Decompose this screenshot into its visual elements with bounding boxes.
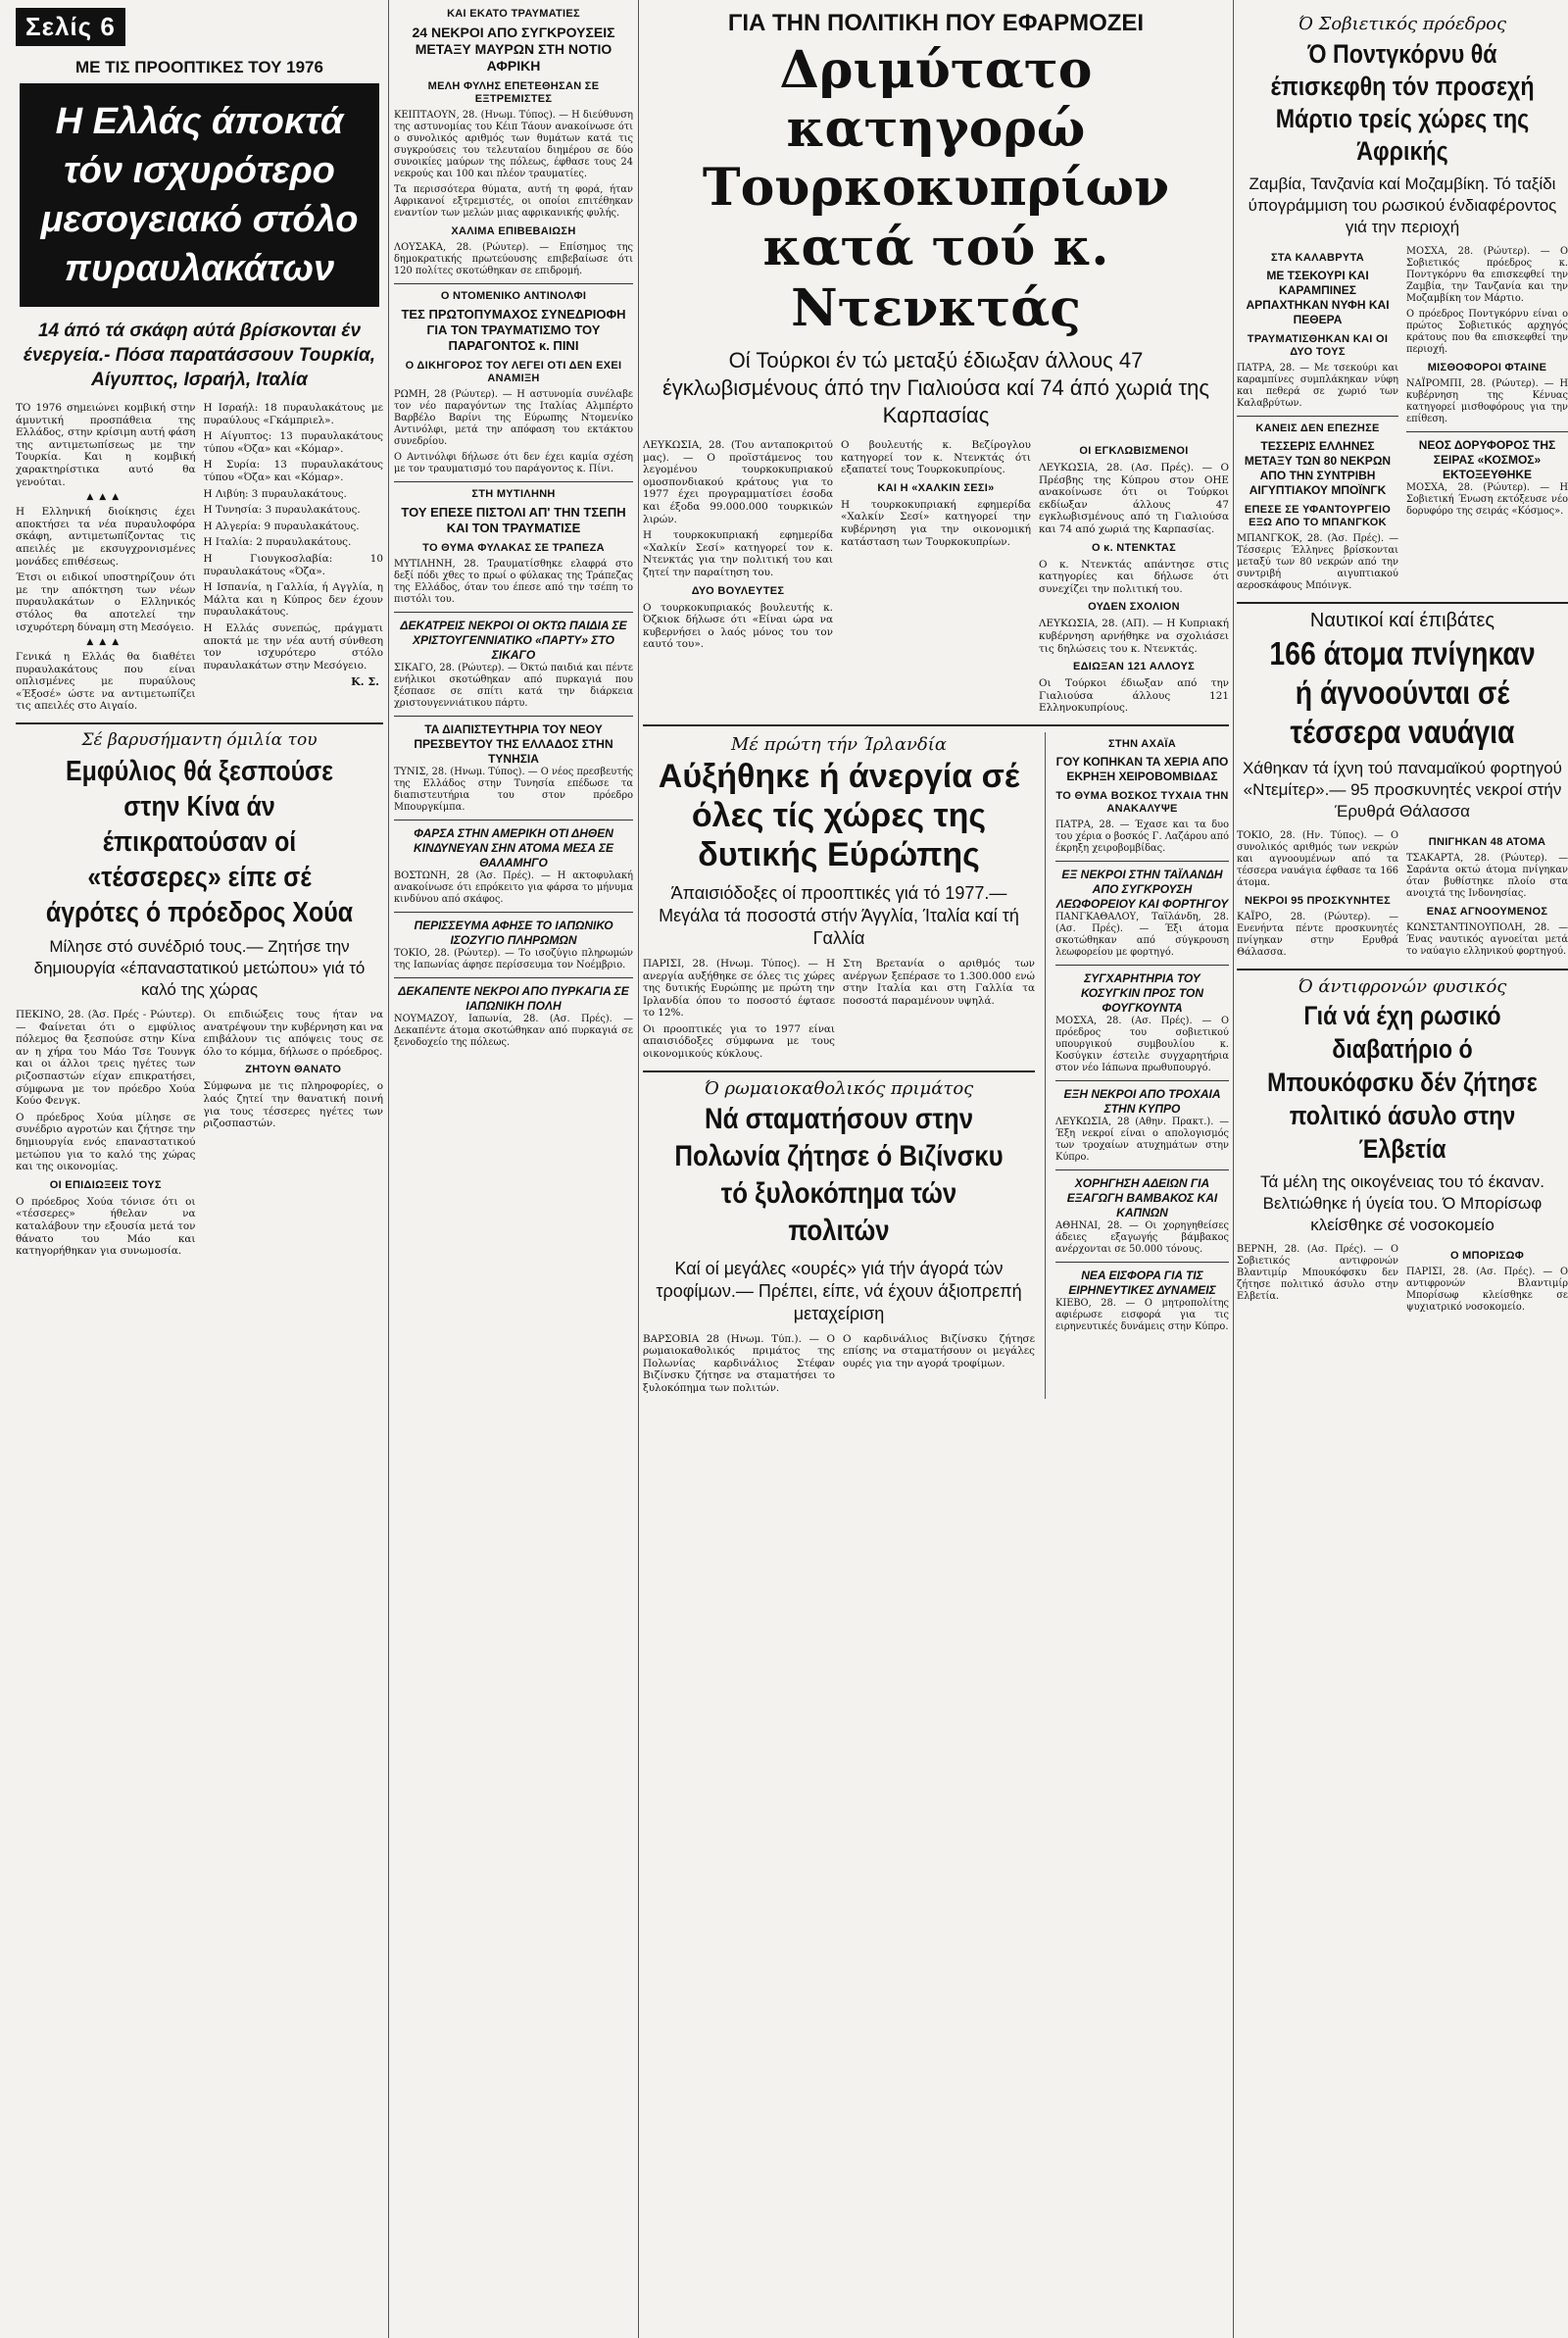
article-paragraph: Η τουρκοκυπριακή εφημερίδα «Χαλκίν Σεσί» κατηγορεί την κυβέρνηση για την οικονομική κατάσταση των Τουρκοκυπρίων. [841,498,1031,548]
article-paragraph: ΤΟΚΙΟ, 28. (Ρώυτερ). — Το ισοζύγιο πληρωμών της Ιαπωνίας άφησε περίσσευμα τον Νοέμβριο. [394,948,633,970]
article-paragraph: ΠΑΝΓΚΑΘΑΛΟΥ, Ταϊλάνδη, 28. (Ασ. Πρές). — Έξι άτομα σκοτώθηκαν από σύγκρουση λεωφορείου με φορτηγό. [1055,911,1229,958]
section-subheading: ΝΕΚΡΟΙ 95 ΠΡΟΣΚΥΝΗΤΕΣ [1244,895,1392,907]
article-paragraph: Ο πρόεδρος Χούα τόνισε ότι οι «τέσσερες» ήθελαν να καταλάβουν την εξουσία μετά τον θάνατο του Μάο και κατηγορήθηκαν για συνωμοσία. [16,1195,196,1258]
section-subheading: ΠΝΙΓΗΚΑΝ 48 ΑΤΟΜΑ [1428,836,1546,848]
article-kicker: Ο ΝΤΟΜΕΝΙΚΟ ΑΝΤΙΝΟΛΦΙ [440,290,587,302]
column-3 [643,0,1229,1399]
article-kicker: ΣΤΗΝ ΑΧΑΪΑ [1107,737,1177,750]
article-headline-line-1: Δριμύτατο κατηγορώ [779,40,1093,159]
section-separator: ▲▲▲ [86,637,125,648]
divider [643,1070,1035,1072]
article-paragraph: ΜΠΑΝΓΚΟΚ, 28. (Άσ. Πρές). — Τέσσερις Έλληνες βρίσκονται μεταξύ των 80 νεκρών από την συντριβή αιγυπτιακού αεροσκάφους Μπόινγκ. [1237,533,1398,591]
divider [643,724,1229,726]
article-kicker: ΣΤΗ ΜΥΤΙΛΗΝΗ [471,488,556,500]
section-subheading: ΚΑΙ Η «ΧΑΛΚΙΝ ΣΕΣΙ» [877,481,995,494]
divider [394,481,633,482]
article-paragraph: ΝΑΪΡΟΜΠΙ, 28. (Ρώυτερ). — Η κυβέρνηση της Κένυας κατηγορεί μισθοφόρους για την επίθεση. [1406,378,1568,424]
article-subtitle: Χάθηκαν τά ίχνη τού παναμαϊκού φορτηγού «Ντεμίτερ».— 95 προσκυνητές νεκροί στήν Έρυθρά Θάλασσα [1243,759,1562,821]
article-paragraph: ΛΕΥΚΩΣΙΑ, 28 (Αθην. Πρακτ.). — Έξη νεκροί είναι ο απολογισμός των τροχαίων ατυχημάτων στην Κύπρο. [1055,1116,1229,1163]
article-paragraph: Οι επιδιώξεις τους ήταν να ανατρέψουν την κυβέρνηση και να επιβάλουν τις απόψεις τους σε όλο το κόμμα, δήλωσε ο πρόεδρος. [203,1009,383,1058]
article-headline: ΧΟΡΗΓΗΣΗ ΑΔΕΙΩΝ ΓΙΑ ΕΞΑΓΩΓΗ ΒΑΜΒΑΚΟΣ ΚΑΙ ΚΑΠΝΩΝ [1066,1175,1218,1219]
article-kicker: Σέ βαρυσήμαντη όμιλία του [81,730,318,751]
author-signature: Κ. Σ. [351,675,379,689]
article-paragraph: Η τουρκοκυπριακή εφημερίδα «Χαλκίν Σεσί» κατηγορεί τον κ. Ντενκτάς για την πολιτική του και ζητεί την παραίτηση του. [643,529,833,578]
article-paragraph: ΜΟΣΧΑ, 28. (Ρώυτερ). — Η Σοβιετική Ένωση εκτόξευσε νέο δορυφόρο της σειράς «Κόσμος». [1406,482,1568,517]
article-headline: ΤΑ ΔΙΑΠΙΣΤΕΥΤΗΡΙΑ ΤΟΥ ΝΕΟΥ ΠΡΕΣΒΕΥΤΟΥ ΤΗΣ ΕΛΛΑΔΟΣ ΣΤΗΝ ΤΥΝΗΣΙΑ [414,722,613,766]
list-item: Η Ιταλία: 2 πυραυλακάτους. [203,536,352,549]
article-subtitle: Άπαισιόδοξες οί προοπτικές γιά τό 1977.— Μεγάλα τά ποσοστά στήν Άγγλία, Ίταλία καί τή Γαλλία [659,882,1019,948]
divider [1055,1169,1229,1170]
article-paragraph: ΜΟΣΧΑ, 28. (Ρώυτερ). — Ο Σοβιετικός πρόεδρος κ. Ποντγκόρνυ θα επισκεφθεί την Ζαμβία, την Τανζανία και την Μοζαμβίκη τον Μάρτιο. [1406,246,1568,304]
section-subheading: ΔΥΟ ΒΟΥΛΕΥΤΕΣ [691,584,785,597]
page-number-label: Σελίς 6 [16,8,125,46]
article-paragraph: Ο τουρκοκυπριακός βουλευτής κ. Όζκιοκ δήλωσε ότι «Είναι ώρα να κυβερνήσει ο λαός μόνος του τον εαυτό του». [643,601,833,651]
section-subheading: Ο κ. ΝΤΕΝΚΤΑΣ [1091,541,1177,554]
article-paragraph: Γενικά η Ελλάς θα διαθέτει πυραυλακάτους που είναι οπλισμένες με πυραύλους «Έξοσέ» ώστε να αντιμετωπίζει τις απειλές στο Αιγαίο. [16,651,196,713]
article-paragraph: Ο πρόεδρος Ποντγκόρνυ είναι ο πρώτος Σοβιετικός αρχηγός κράτους που θα επισκεφθεί την περιοχή. [1406,309,1568,355]
divider [1055,861,1229,862]
column-divider [1233,0,1234,2338]
divider [394,716,633,717]
article-headline-line-2: Τουρκοκυπρίων [702,158,1170,218]
article-subtitle: Τά μέλη της οικογένειας του τό έκαναν. Βελτιώθηκε ή ύγεία του. Ό Μπορίσωφ κλείσθηκε σέ νοσοκομείο [1260,1172,1544,1234]
article-headline: ΔΕΚΑΠΕΝΤΕ ΝΕΚΡΟΙ ΑΠΟ ΠΥΡΚΑΓΙΑ ΣΕ ΙΑΠΩΝΙΚΗ ΠΟΛΗ [398,984,629,1013]
article-paragraph: ΚΑΪΡΟ, 28. (Ρώυτερ). — Ενενήντα πέντε προσκυνητές πνίγηκαν στην Ερυθρά Θάλασσα. [1237,912,1398,958]
article-headline: 24 ΝΕΚΡΟΙ ΑΠΟ ΣΥΓΚΡΟΥΣΕΙΣ ΜΕΤΑΞΥ ΜΑΥΡΩΝ ΣΤΗ ΝΟΤΙΟ ΑΦΡΙΚΗ [412,25,615,74]
article-paragraph: ΠΑΤΡΑ, 28. — Έχασε και τα δυο του χέρια ο βοσκός Γ. Λαζάρου από έκρηξη χειροβομβίδας. [1055,819,1229,854]
article-kicker: Ναυτικοί καί έπιβάτες [1309,610,1495,631]
article-paragraph: Έτσι οι ειδικοί υποστηρίζουν ότι με την απόκτηση των νέων πυραυλακάτων ο Ελληνικός στόλος θα αποτελεί την ισχυρότερη δύναμη στη Μεσόγειο. [16,572,196,633]
article-paragraph: ΠΕΚΙΝΟ, 28. (Άσ. Πρές - Ρώυτερ). — Φαίνεται ότι ο εμφύλιος πόλεμος θα ξεσπούσε στην Κίνα αν η χήρα του Μάο Τσε Τουνγκ και οι άλλοι τρεις ηγέτες των ριζοσπαστών είχαν επικρατήσει, σύμφωνα με τον πρόεδρο Χούα Κούο Φενγκ. [16,1009,196,1108]
article-headline: ΝΕΟΣ ΔΟΡΥΦΟΡΟΣ ΤΗΣ ΣΕΙΡΑΣ «ΚΟΣΜΟΣ» ΕΚΤΟΞΕΥΘΗΚΕ [1418,438,1556,481]
article-subheading: ΜΕΛΗ ΦΥΛΗΣ ΕΠΕΤΕΘΗΣΑΝ ΣΕ ΕΞΤΡΕΜΙΣΤΕΣ [427,80,600,105]
article-headline-box: Η Ελλάς άποκτά τόν ισχυρότερο μεσογειακό στόλο πυραυλακάτων [20,83,379,307]
article-paragraph: Σύμφωνα με τις πληροφορίες, ο λαός ζητεί την θανατική ποινή για τους τέσσερες ηγέτες των ριζοσπαστών. [203,1080,383,1130]
article-paragraph: ΚΕΙΠΤΑΟΥΝ, 28. (Ηνωμ. Τύπος). — Η διεύθυνση της αστυνομίας του Κέιπ Τάουν ανακοίνωσε ότι ο συνολικός αριθμός των θυμάτων κατά τις συγκρούσεις του τελευταίου διημέρου σε δύο συνοικίες μαύρων της πόλεως, έφθασε τους 24 νεκρούς και 100 και πλέον τραυματίες. [394,110,633,179]
article-subtitle: Οί Τούρκοι έν τώ μεταξύ έδιωξαν άλλους 47 έγκλωβισμένους άπό την Γιαλιούσα καί 74 άπό χωριά της Καρπασίας [662,348,1210,427]
article-subtitle: 14 άπό τά σκάφη αύτά βρίσκονται έν ένεργεία.- Πόσα παρατάσσουν Τουρκία, Αίγυπτος, Ισραήλ, Ιταλία [23,321,376,390]
article-headline: ΓΟΥ ΚΟΠΗΚΑΝ ΤΑ ΧΕΡΙΑ ΑΠΟ ΕΚΡΗΞΗ ΧΕΙΡΟΒΟΜΒΙΔΑΣ [1055,754,1229,783]
article-paragraph: ΠΑΡΙΣΙ, 28. (Ασ. Πρές). — Ο αντιφρονών Βλαντιμίρ Μπορίσωφ κλείσθηκε σε ψυχιατρικό νοσοκομείο. [1406,1267,1568,1313]
divider [1055,1262,1229,1263]
article-headline: ΤΟΥ ΕΠΕΣΕ ΠΙΣΤΟΛΙ ΑΠ' ΤΗΝ ΤΣΕΠΗ ΚΑΙ ΤΟΝ ΤΡΑΥΜΑΤΙΣΕ [401,505,626,535]
article-paragraph: Ο κ. Ντενκτάς απάντησε στις κατηγορίες και δήλωσε ότι συνεχίζει την πολιτική του. [1039,558,1229,595]
article-subtitle: Μίλησε στό συνέδριό τους.— Ζητήσε την δημιουργία «έπαναστατικού μετώπου» γιά τό καλό της χώρας [33,937,366,1000]
list-item: Η Γιουγκοσλαβία: 10 πυραυλακάτους «Όζα». [203,552,383,577]
divider [1055,965,1229,966]
article-paragraph: ΒΕΡΝΗ, 28. (Ασ. Πρές). — Ο Σοβιετικός αντιφρονών Βλαντιμίρ Μπουκόφσκυ δεν ζήτησε πολιτικό άσυλο στην Ελβετία. [1237,1244,1398,1302]
divider [394,820,633,821]
article-paragraph: ΤΥΝΙΣ, 28. (Ηνωμ. Τύπος). — Ο νέος πρεσβευτής της Ελλάδος στην Τυνησία επέδωσε τα διαπιστευτήρια του στον πρόεδρο Μπουργκίμπα. [394,767,633,813]
divider [1055,1080,1229,1081]
list-item: Η Συρία: 13 πυραυλακάτους τύπου «Όζα» και «Κόμαρ». [203,459,383,483]
article-paragraph: ΛΟΥΣΑΚΑ, 28. (Ρώυτερ). — Επίσημος της δημοκρατικής πρωτεύουσης επιβεβαίωσε ότι 120 πολίτες σκοτώθηκαν σε επιδρομή. [394,242,633,276]
section-subheading: ΕΔΙΩΞΑΝ 121 ΑΛΛΟΥΣ [1072,661,1196,673]
article-headline: ΤΕΣΣΕΡΙΣ ΕΛΛΗΝΕΣ ΜΕΤΑΞΥ ΤΩΝ 80 ΝΕΚΡΩΝ ΑΠΟ ΤΗΝ ΣΥΝΤΡΙΒΗ ΑΙΓΥΠΤΙΑΚΟΥ ΜΠΟΪΝΓΚ [1244,439,1392,497]
divider [394,912,633,913]
article-paragraph: ΚΩΝΣΤΑΝΤΙΝΟΥΠΟΛΗ, 28. — Ένας ναυτικός αγνοείται μετά το ναύαγιο ελληνικού φορτηγού. [1406,922,1568,957]
article-headline: Γιά νά έχη ρωσικό διαβατήριο ό Μπουκόφσκυ δέν ζήτησε πολιτικό άσυλο στην Έλβετία [1267,1001,1538,1164]
article-paragraph: ΛΕΥΚΩΣΙΑ, 28. (Του ανταποκριτού μας). — Ο προϊστάμενος του λεγομένου τουρκοκυπριακού ομοσπονδιακού κράτους για το 1977 έχει προγραμματίσει έσοδα και έξοδα 99.000.000 τουρκικών λιρών. [643,439,833,525]
article-headline: ΤΕΣ ΠΡΩΤΟΠΥΜΑΧΟΣ ΣΥΝΕΔΡΙΟΦΗ ΓΙΑ ΤΟΝ ΤΡΑΥΜΑΤΙΣΜΟ ΤΟΥ ΠΑΡΑΓΟΝΤΟΣ κ. ΠΙΝΙ [401,307,626,353]
article-kicker: ΚΑΙ ΕΚΑΤΟ ΤΡΑΥΜΑΤΙΕΣ [447,8,580,20]
article-paragraph: ΤΟΚΙΟ, 28. (Ην. Τύπος). — Ο συνολικός αριθμός των νεκρών και αγνοουμένων από τα τέσσερα ναυάγια έφθασε τα 166 άτομα. [1237,830,1398,888]
article-subheading: ΤΟ ΘΥΜΑ ΒΟΣΚΟΣ ΤΥΧΑΙΑ ΤΗΝ ΑΝΑΚΑΛΥΨΕ [1055,789,1229,815]
article-paragraph: ΛΕΥΚΩΣΙΑ, 28. (ΑΠ). — Η Κυπριακή κυβέρνηση αρνήθηκε να σχολιάσει τις δηλώσεις του κ. Ντενκτάς. [1039,618,1229,655]
article-headline: Ό Ποντγκόρνυ θά έπισκεφθη τόν προσεχή Μάρτιο τρείς χώρες της Άφρικής [1270,39,1535,166]
article-kicker: Ό Σοβιετικός πρόεδρος [1298,14,1507,34]
article-paragraph: ΝΟΥΜΑΖΟΥ, Ιαπωνία, 28. (Ασ. Πρές). — Δεκαπέντε άτομα σκοτώθηκαν από πυρκαγιά σε ξενοδοχείο της πόλεως. [394,1014,633,1048]
list-item: Η Ισραήλ: 18 πυραυλακάτους με πυραύλους «Γκάμπριελ». [203,402,383,426]
article-subheading: ΤΟ ΘΥΜΑ ΦΥΛΑΚΑΣ ΣΕ ΤΡΑΠΕΖΑ [422,542,605,554]
column-2 [394,0,633,1053]
section-subheading: ΟΙ ΕΓΚΛΩΒΙΣΜΕΝΟΙ [1079,445,1189,457]
divider [16,722,383,724]
article-headline: 166 άτομα πνίγηκαν ή άγνοούνται σέ τέσσερα ναυάγια [1269,635,1536,750]
article-paragraph: Η Ελληνική διοίκησις έχει αποκτήσει τα νέα πυραυλοφόρα σκάφη, αντιμετωπίζοντας τις απειλές με εκσυγχρονισμένες μονάδες επιθέσεως. [16,506,196,568]
article-headline: ΠΕΡΙΣΣΕΥΜΑ ΑΦΗΣΕ ΤΟ ΙΑΠΩΝΙΚΟ ΙΣΟΖΥΓΙΟ ΠΛΗΡΩΜΩΝ [414,919,613,947]
article-paragraph: ΒΟΣΤΩΝΗ, 28 (Άσ. Πρές). — Η ακτοφυλακή ανακοίνωσε ότι επρόκειτο για φάρσα το μήνυμα κινδύνου από σκάφος. [394,871,633,905]
list-item: Η Τυνησία: 3 πυραυλακάτους. [203,504,361,517]
article-headline: ΦΑΡΣΑ ΣΤΗΝ ΑΜΕΡΙΚΗ ΟΤΙ ΔΗΘΕΝ ΚΙΝΔΥΝΕΥΑΝ ΣΗΝ ΑΤΟΜΑ ΜΕΣΑ ΣΕ ΘΑΛΑΜΗΓΟ [413,826,614,870]
column-divider [638,0,639,2338]
article-paragraph: ΡΩΜΗ, 28 (Ρώυτερ). — Η αστυνομία συνέλαβε τον νέο παραγόντων της Ιταλίας Αλμπέρτο Βαρβέλο Βαρίνι της Εύρωπης Ντομενίκο Αντινόλφι, μετά την απόφαση του εκτάκτου συνεδρίου. [394,389,633,447]
article-paragraph: ΛΕΥΚΩΣΙΑ, 28. (Ασ. Πρές). — Ο Πρέσβης της Κύπρου στον ΟΗΕ ανακοίνωσε ότι οι Τούρκοι εκδίωξαν άλλους 47 εγκλωβισμένους από τη Γιαλιούσα και 74 από χωριά της Καρπασίας. [1039,462,1229,535]
column-divider [388,0,389,2338]
article-paragraph: ΤΟ 1976 σημειώνει κομβική στην άμυντική προσπάθεια της Ελλάδος, στην κρίσιμη αυτή φάση της αντιμετωπίσεως με την Τουρκία. Και η κομβική χαρακτηρίστικα αυτό θα γενούται. [16,402,196,488]
divider [394,283,633,284]
column-divider [1045,732,1046,1399]
section-subheading: ΜΙΣΘΟΦΟΡΟΙ ΦΤΑΙΝΕ [1427,362,1547,373]
article-paragraph: Η Ισπανία, η Γαλλία, ή Αγγλία, η Μάλτα και η Κύπρος δεν έχουν πυραυλακάτους. [203,581,383,619]
article-headline: ΕΞΗ ΝΕΚΡΟΙ ΑΠΟ ΤΡΟΧΑΙΑ ΣΤΗΝ ΚΥΠΡΟ [1063,1086,1221,1116]
column-4 [1237,0,1568,1318]
article-headline: ΔΕΚΑΤΡΕΙΣ ΝΕΚΡΟΙ ΟΙ ΟΚΤΩ ΠΑΙΔΙΑ ΣΕ ΧΡΙΣΤΟΥΓΕΝΝΙΑΤΙΚΟ «ΠΑΡΤΥ» ΣΤΟ ΣΙΚΑΓΟ [400,619,627,662]
article-headline: Αύξήθηκε ή άνεργία σέ όλες τίς χώρες της δυτικής Εύρώπης [658,757,1020,873]
section-subheading: ΖΗΤΟΥΝ ΘΑΝΑΤΟ [245,1064,342,1076]
divider [394,612,633,613]
article-paragraph: Οι Τούρκοι έδιωξαν από την Γιαλιούσα άλλους 121 Ελληνοκυπρίους. [1039,677,1229,715]
article-headline: ΜΕ ΤΣΕΚΟΥΡΙ ΚΑΙ ΚΑΡΑΜΠΙΝΕΣ ΑΡΠΑΧΤΗΚΑΝ ΝΥΦΗ ΚΑΙ ΠΕΘΕΡΑ [1246,269,1390,326]
article-paragraph: ΜΥΤΙΛΗΝΗ, 28. Τραυματίσθηκε ελαφρά στο δεξί πόδι χθες το πρωί ο φύλακας της Τράπεζας της Ελλάδος, όταν του έπεσε από την τσέπη το πιστόλι του. [394,559,633,605]
article-paragraph: Τα περισσότερα θύματα, αυτή τη φορά, ήταν Αφρικανοί εξτρεμιστές, οι οποίοι επιτέθηκαν εναντίον των μελών μιας αφρικανικής φυλής. [394,184,633,219]
article-subheading: Ο ΔΙΚΗΓΟΡΟΣ ΤΟΥ ΛΕΓΕΙ ΟΤΙ ΔΕΝ ΕΧΕΙ ΑΝΑΜΙΞΗ [405,360,622,384]
article-kicker: ΜΕ ΤΙΣ ΠΡΟΟΠΤΙΚΕΣ ΤΟΥ 1976 [75,58,323,76]
section-subheading: ΣΤΑ ΚΑΛΑΒΡΥΤΑ [1270,252,1365,264]
article-paragraph: ΑΘΗΝΑΙ, 28. — Οι χορηγηθείσες άδειες εξαγωγής βάμβακος ανέρχονται σε 50.000 τόνους. [1055,1219,1229,1255]
article-subtitle: Ζαμβία, Τανζανία καί Μοζαμβίκη. Τό ταξίδι ύπογράμμιση του ρωσικού ένδιαφέροντος γιά την περιοχή [1248,174,1557,236]
section-subheading: ΕΝΑΣ ΑΓΝΟΟΥΜΕΝΟΣ [1426,906,1548,918]
article-paragraph: ΤΣΑΚΑΡΤΑ, 28. (Ρώυτερ). — Σαράντα οκτώ άτομα πνίγηκαν όταν βυθίστηκε πλοίο στα ανοιχτά της Ινδονησίας. [1406,853,1568,899]
article-paragraph: Ο βουλευτής κ. Βεζίρογλου κατηγορεί τον κ. Ντενκτάς ότι εξαπατεί τους Τουρκοκυπρίους. [841,439,1031,476]
section-subheading: Ο ΜΠΟΡΙΣΩΦ [1449,1250,1525,1262]
section-subheading: ΚΑΝΕΙΣ ΔΕΝ ΕΠΕΖΗΣΕ [1255,423,1380,434]
article-paragraph: Οι προοπτικές για το 1977 είναι απαισιόδοξες σύμφωνα με τους οικονομικούς κύκλους. [643,1022,835,1061]
article-subtitle: Καί οί μεγάλες «ουρές» γιά τήν άγορά τών τροφίμων.— Πρέπει, είπε, νά έχουν άξιοπρεπή μεταχείριση [656,1258,1022,1323]
list-item: Η Λιβύη: 3 πυραυλακάτους. [203,487,347,500]
article-headline: ΣΥΓΧΑΡΗΤΗΡΙΑ ΤΟΥ ΚΟΣΥΓΚΙΝ ΠΡΟΣ ΤΟΝ ΦΟΥΓΚΟΥΝΤΑ [1080,970,1204,1015]
article-headline-line-3: κατά τού κ. Ντενκτάς [762,218,1109,338]
article-headline: ΕΞ ΝΕΚΡΟΙ ΣΤΗΝ ΤΑΪΛΑΝΔΗ ΑΠΟ ΣΥΓΚΡΟΥΣΗ ΛΕΩΦΟΡΕΙΟΥ ΚΑΙ ΦΟΡΤΗΓΟΥ [1055,867,1229,911]
article-paragraph: Ο Αντινόλφι δήλωσε ότι δεν έχει καμία σχέση με τον τραυματισμό του παράγοντος κ. Πίνι. [394,452,633,474]
article-paragraph: ΜΟΣΧΑ, 28. (Ασ. Πρές). — Ο πρόεδρος του σοβιετικού υπουργικού συμβουλίου κ. Κοσύγκιν έστειλε συγχαρητήρια στον νέο Ιάπωνα πρωθυπουργό. [1055,1015,1229,1073]
divider [1406,431,1568,432]
section-subheading: ΟΙ ΕΠΙΔΙΩΞΕΙΣ ΤΟΥΣ [49,1178,162,1191]
article-headline: Νά σταματήσουν στην Πολωνία ζήτησε ό Βιζίνσκυ τό ξυλοκόπημα τών πολιτών [674,1102,1004,1247]
list-item: Η Αίγυπτος: 13 πυραυλακάτους τύπου «Όζα» και «Κόμαρ». [203,430,383,455]
section-subheading: ΟΥΔΕΝ ΣΧΟΛΙΟΝ [1088,601,1180,614]
article-paragraph: ΚΙΕΒΟ, 28. — Ο μητροπολίτης αφιέρωσε εισφορά για τις ειρηνευτικές δυνάμεις στην Κύπρο. [1055,1297,1229,1332]
article-paragraph: Η Ελλάς συνεπώς, πράγματι αποκτά με την νέα αυτή σύνθεση τον ισχυρότερο στόλο πυραυλακάτων στην Μεσόγειο. [203,622,383,672]
list-item: Η Αλγερία: 9 πυραυλακάτους. [203,520,360,532]
article-subheading: ΤΡΑΥΜΑΤΙΣΘΗΚΑΝ ΚΑΙ ΟΙ ΔΥΟ ΤΟΥΣ [1247,333,1389,358]
article-paragraph: Ο καρδινάλιος Βιζίνσκυ ζήτησε επίσης να σταματήσουν οι μεγάλες ουρές για την αγορά τροφίμων. [843,1332,1035,1369]
article-paragraph: ΒΑΡΣΟΒΙΑ 28 (Ηνωμ. Τύπ.). — Ο ρωμαιοκαθολικός πριμάτος της Πολωνίας καρδινάλιος Στέφαν Βιζίνσκυ ζήτησε να σταματήσει το ξυλοκόπημα των πολιτών. [643,1332,835,1395]
article-kicker: ΓΙΑ ΤΗΝ ΠΟΛΙΤΙΚΗ ΠΟΥ ΕΦΑΡΜΟΖΕΙ [727,10,1145,36]
article-paragraph: Στη Βρετανία ο αριθμός των ανέργων ξεπέρασε το 1.300.000 ενώ στην Ιταλία και στη Γαλλία τα ποσοστά παραμένουν υψηλά. [843,957,1035,1007]
article-paragraph: Ο πρόεδρος Χούα μίλησε σε συνέδριο αγροτών και ζήτησε την δημιουργία ενός επαναστατικού μετώπου για το καλό της χώρας και της οικονομίας. [16,1111,196,1173]
section-separator: ▲▲▲ [86,492,125,503]
article-kicker: Ό ρωμαιοκαθολικός πριμάτος [704,1077,974,1099]
divider [394,977,633,978]
article-kicker: Μέ πρώτη τήν Ίρλανδία [730,733,948,755]
divider [1237,969,1568,970]
article-paragraph: ΣΙΚΑΓΟ, 28. (Ρώυτερ). — Όκτώ παιδιά και πέντε ενήλικοι σκοτώθηκαν από πυρκαγιά που ξέσπασε σε σπίτι κατά την διάρκεια χριστουγεννιάτικου πάρτυ. [394,663,633,709]
article-paragraph: ΠΑΤΡΑ, 28. — Με τσεκούρι και καραμπίνες συμπλάκηκαν νύφη και πεθερά σε χωριό των Καλαβρύτων. [1237,363,1398,409]
article-kicker: Ό άντιφρονών φυσικός [1298,976,1507,997]
divider [1237,416,1398,417]
article-headline: ΝΕΑ ΕΙΣΦΟΡΑ ΓΙΑ ΤΙΣ ΕΙΡΗΝΕΥΤΙΚΕΣ ΔΥΝΑΜΕΙΣ [1068,1268,1216,1297]
divider [1237,602,1568,604]
article-paragraph: ΠΑΡΙΣΙ, 28. (Ηνωμ. Τύπος). — Η ανεργία αυξήθηκε σε όλες τις χώρες της δυτικής Ευρώπης με πρώτη την Ιρλανδία όπου το ποσοστό έφτασε το 12%. [643,957,835,1020]
article-subheading: ΕΠΕΣΕ ΣΕ ΥΦΑΝΤΟΥΡΓΕΙΟ ΕΞΩ ΑΠΟ ΤΟ ΜΠΑΝΓΚΟΚ [1244,504,1392,528]
section-subheading: ΧΑΛΙΜΑ ΕΠΙΒΕΒΑΙΩΣΗ [451,225,576,237]
column-1 [16,0,383,1262]
article-headline: Εμφύλιος θά ξεσπούσε στην Κίνα άν έπικρατούσαν οί «τέσσερες» είπε σέ άγρότες ό πρόεδρος Χούα [45,756,354,929]
